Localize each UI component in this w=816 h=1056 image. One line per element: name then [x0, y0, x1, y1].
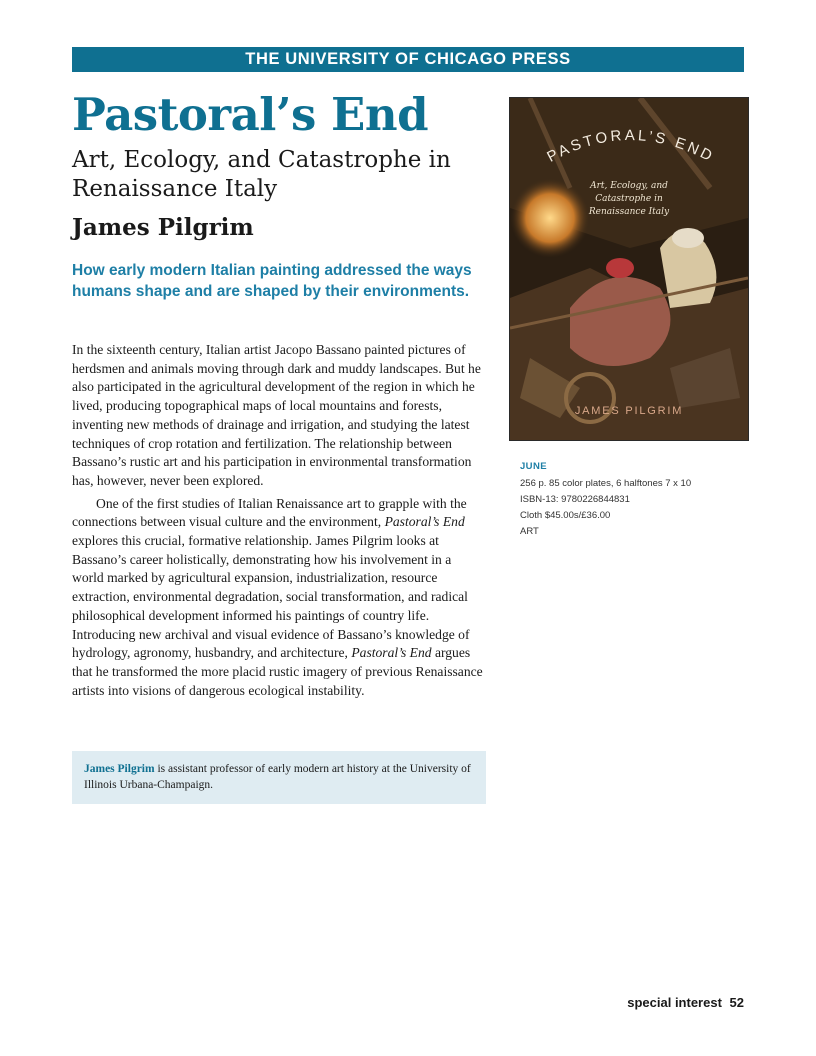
description-text: explores this crucial, formative relationship. James Pilgrim looks at Bassano’s career holistically, demonstrating how his involvement in a world marked by agricultural expansion, industrialization, resource extraction, environmental degradation, social transformation, and radical philosophical development informed his paintings of country life. Introducing new archival and visual evidence of Bassano’s knowledge of hydrology, agronomy, husbandry, and architecture,	[72, 533, 470, 661]
cover-subtitle	[570, 180, 688, 219]
cover-title: PASTORAL’S END	[544, 126, 718, 167]
book-specs: 256 p. 85 color plates, 6 halftones 7 x 10	[520, 478, 692, 489]
author-bio-box	[72, 751, 486, 804]
book-metadata	[520, 459, 740, 540]
bio-author-name: James Pilgrim	[84, 763, 155, 775]
description-paragraph-2	[72, 495, 486, 701]
cover-subtitle-line: Art, Ecology, and	[590, 181, 668, 191]
book-title: Pastoral’s End	[72, 88, 429, 141]
book-category: ART	[520, 526, 539, 537]
publication-month: JUNE	[520, 461, 547, 472]
book-cover	[509, 97, 749, 441]
book-tagline: How early modern Italian painting addressed the ways humans shape and are shaped by their environments.	[72, 262, 472, 300]
page-footer	[627, 995, 744, 1010]
cover-subtitle-line: Renaissance Italy	[588, 207, 670, 217]
page-number: 52	[729, 995, 744, 1010]
book-title-reference: Pastoral’s End	[351, 645, 432, 661]
description-text: One of the first studies of Italian Renaissance art to grapple with the connections between visual culture and the environment,	[72, 495, 467, 530]
cover-subtitle-line: Catastrophe in	[595, 194, 663, 204]
description-paragraph-1: In the sixteenth century, Italian artist Jacopo Bassano painted pictures of herdsmen and animals moving through dark and muddy landscapes. But he also participated in the agricultural development of the region in which he lived, producing topographical maps of local mountains and forests, inventing new methods of drainage and irrigation, and studying the latest techniques of crop rotation and fertilization. The relationship between Bassano’s rustic art and his participation in environmental transformation has, however, never been explored.	[72, 342, 481, 488]
book-description	[72, 341, 486, 700]
book-subtitle: Art, Ecology, and Catastrophe in Renaissance Italy	[72, 147, 451, 202]
cover-author: JAMES PILGRIM	[574, 405, 684, 417]
publisher-banner: THE UNIVERSITY OF CHICAGO PRESS	[72, 47, 744, 72]
book-isbn: ISBN-13: 9780226844831	[520, 494, 630, 505]
svg-text:PASTORAL’S END	[544, 127, 717, 166]
book-title-reference: Pastoral’s End	[384, 514, 465, 530]
book-price: Cloth $45.00s/£36.00	[520, 510, 611, 521]
section-label: special interest	[627, 995, 722, 1010]
bio-text: is assistant professor of early modern art history at the University of Illinois Urbana-Champaign.	[84, 763, 471, 791]
book-author: James Pilgrim	[72, 214, 254, 241]
cover-title-arc	[510, 98, 748, 188]
description-text: argues that he transformed the more placid rustic imagery of previous Renaissance artists into visions of dangerous ecological instability.	[72, 645, 483, 698]
